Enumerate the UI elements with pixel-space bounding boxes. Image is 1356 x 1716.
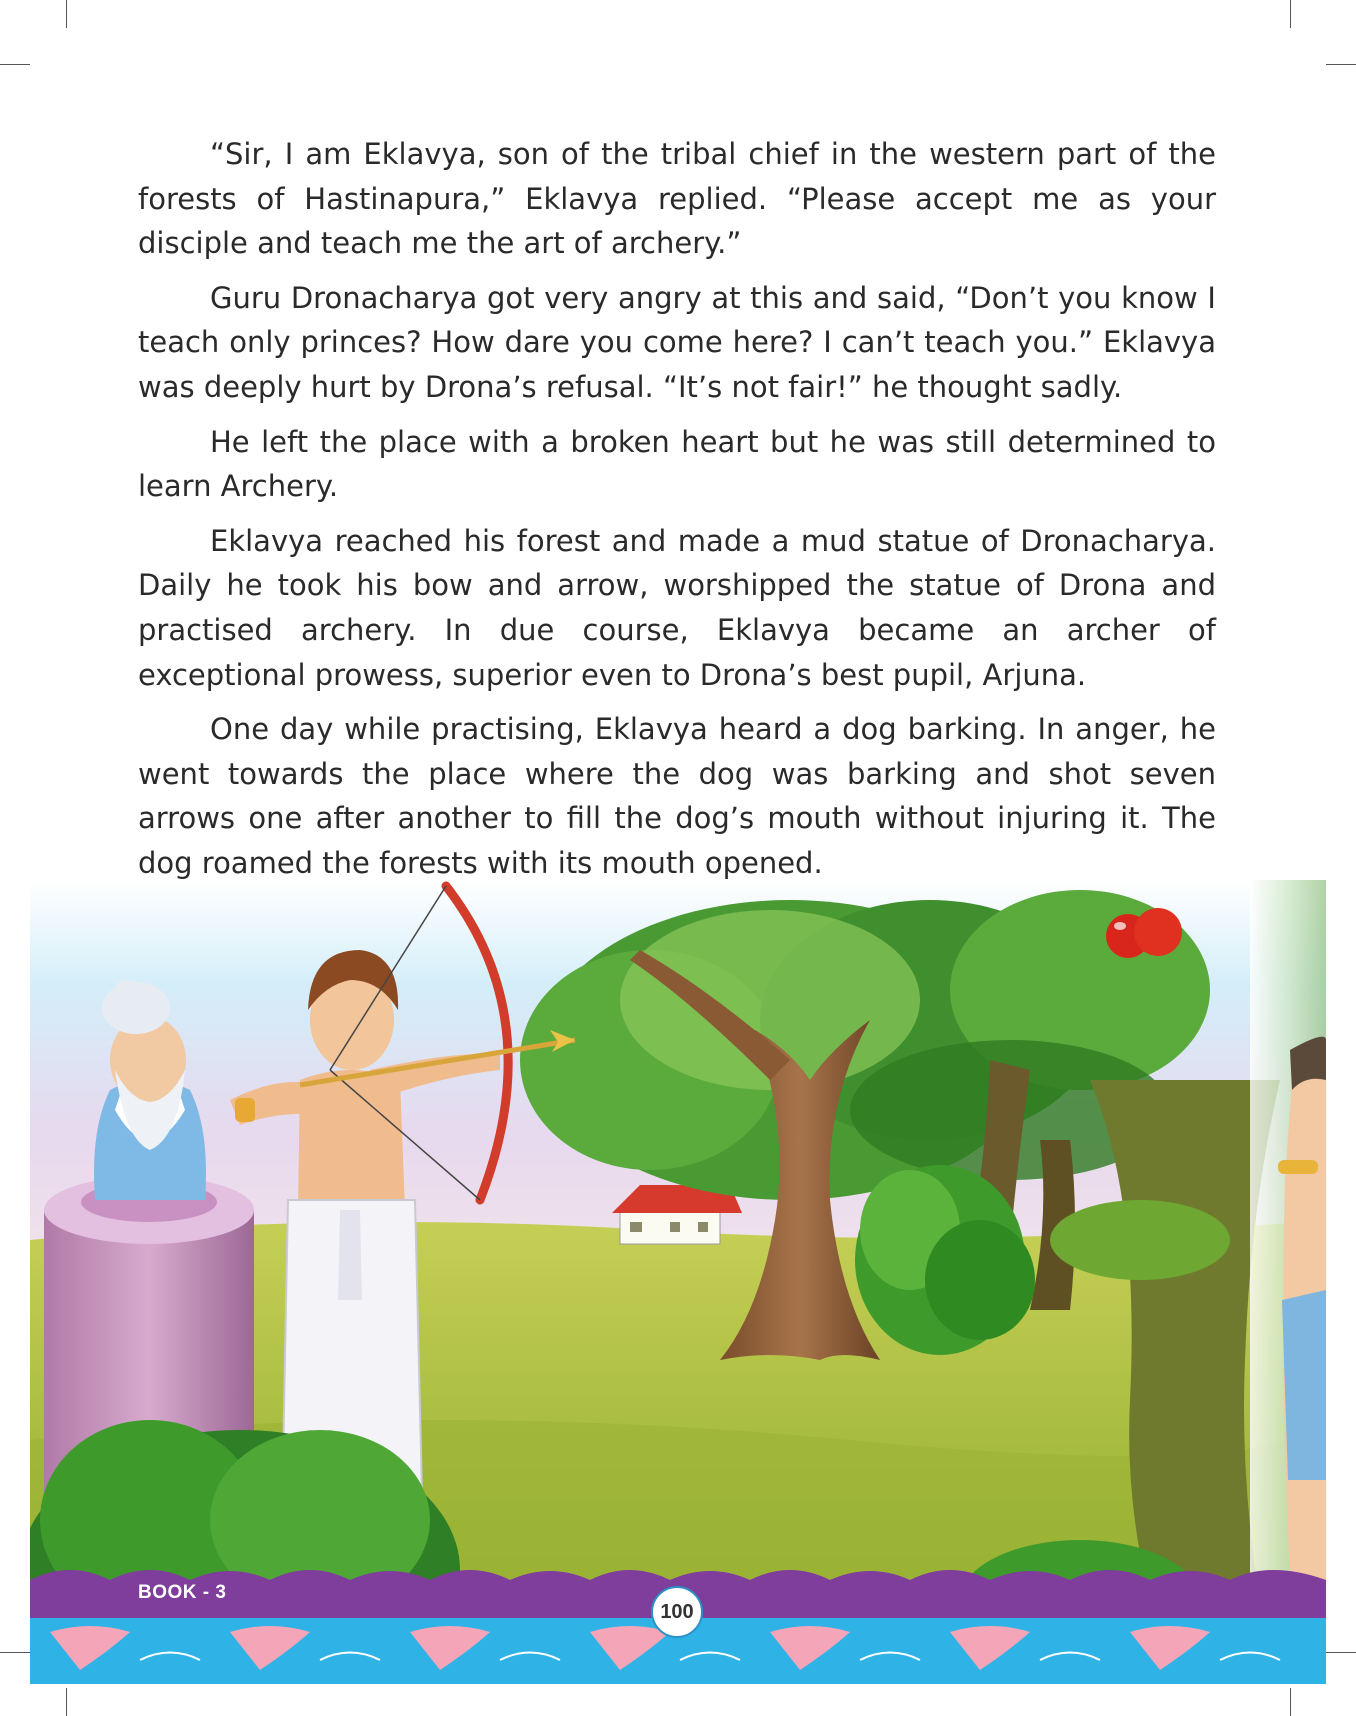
crop-mark-top-right-h xyxy=(1326,64,1356,65)
story-text xyxy=(138,132,1216,896)
crop-mark-top-right-v xyxy=(1290,0,1291,28)
paragraph-1: “Sir, I am Eklavya, son of the tribal chief in the western part of the forests of Hastinapura,” Eklavya replied. “Please accept me as your disciple and teach me the art of archery.” xyxy=(138,137,1216,261)
crop-mark-bottom-left-v xyxy=(66,1688,67,1716)
crop-mark-top-left-h xyxy=(0,64,30,65)
page-number-badge xyxy=(651,1586,703,1638)
crop-mark-bottom-right-v xyxy=(1290,1688,1291,1716)
crop-mark-top-left-v xyxy=(66,0,67,28)
crop-mark-bottom-left-h xyxy=(0,1652,30,1653)
paragraph-2: Guru Dronacharya got very angry at this and said, “Don’t you know I teach only princes? How dare you come here? I can’t teach you.” Eklavya was deeply hurt by Drona’s refusal. “It’s not fair!” he thought sadly. xyxy=(138,280,1216,404)
page-number: 100 xyxy=(660,1600,694,1623)
paragraph-5: One day while practising, Eklavya heard a dog barking. In anger, he went towards the place where the dog was barking and shot seven arrows one after another to fill the dog’s mouth without injuring it. The dog roamed the forests with its mouth opened. xyxy=(138,712,1216,880)
grass-clump xyxy=(1050,1200,1230,1280)
paragraph-3: He left the place with a broken heart but he was still determined to learn Archery. xyxy=(138,424,1216,504)
story-illustration xyxy=(30,880,1326,1684)
paragraph-4: Eklavya reached his forest and made a mud statue of Dronacharya. Daily he took his bow and arrow, worshipped the statue of Drona and practised archery. In due course, Eklavya became an archer of exceptional prowess, superior even to Drona’s best pupil, Arjuna. xyxy=(138,523,1216,692)
crop-mark-bottom-right-h xyxy=(1326,1652,1356,1653)
book-label: BOOK - 3 xyxy=(138,1582,227,1603)
